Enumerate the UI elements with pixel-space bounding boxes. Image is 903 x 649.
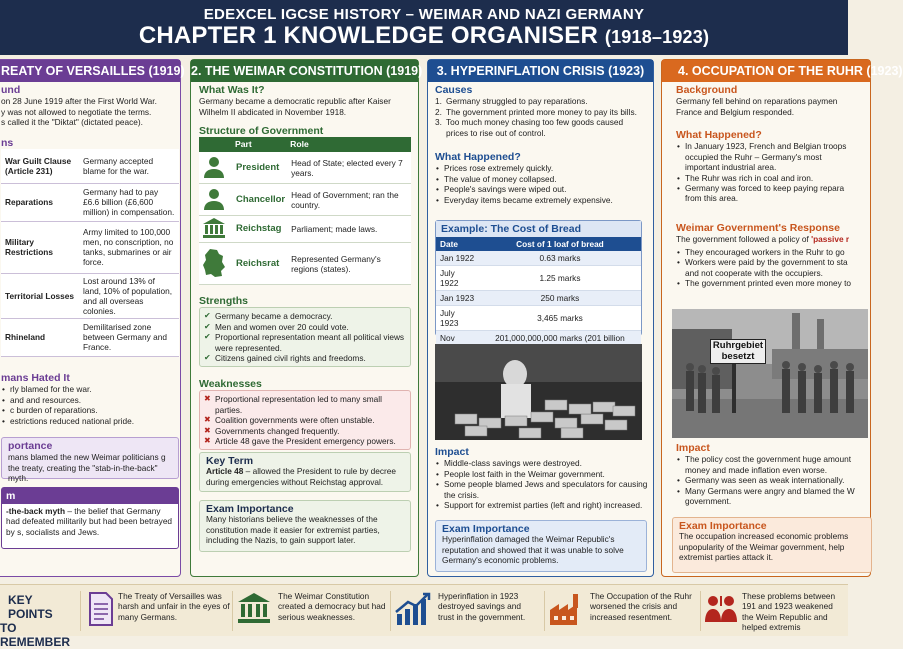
table-header-row [199,137,411,151]
list-item: • People lost faith in the Weimar government. [435,469,650,479]
divider [232,591,233,631]
list-item: ✔ Citizens gained civil rights and freedoms. [204,353,406,363]
list-item: • Middle-class savings were destroyed. [435,458,650,468]
list-item: ✔ Proportional representation meant all political views were represented. [204,332,406,353]
key-point: The Weimar Constitution created a democracy but had serious weaknesses. [278,591,386,622]
term-name: War Guilt Clause (Article 231) [1,149,79,183]
strengths-title: Strengths [199,295,249,307]
weaknesses-section [199,379,411,450]
list-item: • The government printed even more money to [676,278,861,288]
term-desc: Germany had to pay £6.6 billion (£6,600 million) in compensation. [79,183,179,221]
list-item: ✖ Governments changed frequently. [204,426,406,436]
title-text: CHAPTER 1 KNOWLEDGE ORGANISER [138,22,598,49]
exam-title: Exam Importance [206,503,294,515]
key-term-name: Article 48 [206,466,244,477]
cause-text: Too much money chasing too few goods caused prices to rise out of control. [446,117,624,138]
bread-date: July 1922 [436,266,479,291]
constitution-header: 2. THE WEIMAR CONSTITUTION (1919) [191,60,418,82]
table-row [1,273,179,318]
ruhr-header: 4. OCCUPATION OF THE RUHR (1923) [662,60,870,82]
causes-section [435,85,647,138]
cause-text: The government printed more money to pay its bills. [446,106,637,117]
divider [544,591,545,631]
table-row [199,184,411,216]
page-header [0,0,848,55]
versailles-header: REATY OF VERSAILLES (1919) [0,60,180,82]
key-points-line1: KEY POINTS [8,593,53,621]
weaknesses-list [199,390,411,450]
response-title: Weimar Government's Response [676,222,840,234]
response-intro-text: The government followed a policy of [676,234,812,245]
list-item [435,107,647,117]
impact-title: Impact [435,446,469,458]
government-response [676,223,861,288]
key-point: The Treaty of Versailles was harsh and unfair in the eyes of many Germans. [118,591,230,622]
list-item: ✖ Coalition governments were often unstable. [204,415,406,425]
what-text: Germany became a democratic republic after Kaiser Wilhelm II abdicated in November 1918. [199,96,391,117]
bread-table [436,237,641,356]
list-item: • Germany was forced to keep paying repara from this area. [676,183,856,204]
background-line: s called it the "Diktat" (dictated peace). [1,117,143,128]
key-term-definition: – allowed the President to rule by decree during emergencies without Reichstag approval. [206,466,397,487]
happened-list [435,163,647,205]
list-item: • rly blamed for the war. [1,384,179,394]
versailles-importance [1,437,179,484]
ruhr-background [676,85,856,117]
list-item: • Support for extremist parties (left and right) increased. [435,500,650,510]
table-row [199,243,411,285]
table-row [436,291,641,306]
happened-list [676,141,856,203]
list-item: • The value of money collapsed. [435,174,647,184]
why-germans-hated-it [1,373,179,426]
list-item: • People's savings were wiped out. [435,184,647,194]
banknotes-photo [435,344,642,440]
ruhr-background-title: Background [676,84,738,96]
bread-date: July 1923 [436,306,479,331]
col-header-role: Role [288,137,411,151]
part-role: Head of Government; ran the country. [288,184,411,216]
versailles-background [1,85,179,128]
happened-title: What Happened? [435,151,521,163]
impact-list [435,458,650,510]
hyperinflation-what-happened [435,152,647,205]
table-row [1,221,179,273]
key-term-title: Key Term [206,455,254,467]
part-role: Represented Germany's regions (states). [288,243,411,285]
col-header-date: Date [436,237,479,251]
list-item [435,96,647,106]
ruhr-exam-importance [672,517,872,573]
key-points-line [0,593,72,649]
ruhr-sign: Ruhrgebiet besetzt [710,339,766,364]
rising-chart-icon [394,592,432,626]
table-row [199,216,411,243]
table-row [1,149,179,183]
divider [700,591,701,631]
term-name: Reparations [1,183,79,221]
list-item: ✖ Proportional representation led to many small parties. [204,394,406,415]
key-points-title [0,585,72,649]
list-item: ✔ Germany became a democracy. [204,311,406,321]
list-item: • Some people blamed Jews and speculators for causing the crisis. [435,479,650,500]
part-name: President [233,152,288,184]
part-role: Head of State; elected every 7 years. [288,152,411,184]
structure-title: Structure of Government [199,125,324,137]
table-row [436,266,641,291]
table-row [436,306,641,331]
impact-title: Impact [676,442,710,454]
table-header-row [436,237,641,251]
person-icon [199,152,233,184]
bread-cost: 201,000,000,000 marks (201 billion [479,331,641,356]
cause-text: Germany struggled to pay reparations. [446,96,588,107]
list-item: • Prices rose extremely quickly. [435,163,647,173]
hyperinflation-column [427,59,654,577]
key-points-footer [0,584,848,649]
versailles-column [0,59,185,577]
parliament-icon [199,216,233,243]
page-title [0,23,848,50]
hated-list [1,384,179,426]
key-point: The Occupation of the Ruhr worsened the crisis and increased resentment. [590,591,692,622]
background-line: on 28 June 1919 after the First World War. [1,96,157,107]
exam-title: Exam Importance [679,520,767,532]
table-row [1,183,179,221]
list-number: 1. [435,96,442,107]
myth-text [2,504,178,539]
versailles-background-title: und [1,84,21,96]
myth-title: m [2,488,178,504]
col-header-part: Part [233,137,288,151]
term-name: Territorial Losses [1,273,79,318]
term-desc: Germany accepted blame for the war. [79,149,179,183]
part-name: Chancellor [233,184,288,216]
list-item: • Everyday items became extremely expensive. [435,195,647,205]
list-item: • and and resources. [1,395,179,405]
strengths-section [199,296,411,367]
ruhr-background-text: Germany fell behind on reparations paymen France and Belgium responded. [676,96,838,117]
what-title: What Was It? [199,84,265,96]
terms-table [1,149,179,357]
list-number: 3. [435,117,442,128]
constitution-exam-importance [199,500,411,552]
causes-list [435,96,647,138]
hyperinflation-impact [435,447,650,510]
myth-definition: – the belief that Germany had defeated militarily but had been betrayed by s, socialists and Jews. [6,506,173,537]
ruhr-impact [676,443,861,506]
factory-icon [549,592,585,626]
constitution-column [190,59,423,577]
list-item: • They encouraged workers in the Ruhr to go [676,247,861,257]
bread-cost: 3,465 marks [479,306,641,331]
table-row [199,152,411,184]
exam-title: Exam Importance [442,523,530,535]
part-role: Parliament; made laws. [288,216,411,243]
table-row [436,251,641,266]
versailles-terms [1,138,179,357]
strengths-list [199,307,411,367]
ruhr-what-happened [676,130,856,204]
causes-title: Causes [435,84,473,96]
person-icon [199,184,233,216]
exam-text: Hyperinflation damaged the Weimar Republic's reputation and showed that it was unable to solve Germany's economic problems. [442,534,624,566]
term-desc: Demilitarised zone between Germany and France. [79,318,179,356]
col-header-cost: Cost of 1 loaf of bread [479,237,641,251]
background-line: y was not allowed to negotiate the terms. [1,106,152,117]
key-point: These problems between 191 and 1923 weakened the Weim Republic and helped extremis [742,591,836,633]
list-item: • Germany was seen as weak internationally. [676,475,861,485]
hyperinflation-header: 3. HYPERINFLATION CRISIS (1923) [428,60,653,82]
header-subtitle: EDEXCEL IGCSE HISTORY – WEIMAR AND NAZI GERMANY [203,6,645,23]
term-desc: Lost around 13% of land, 10% of population, and all overseas colonies. [79,273,179,318]
part-name: Reichsrat [233,243,288,285]
hyperinflation-exam-importance [435,520,647,572]
key-point: Hyperinflation in 1923 destroyed savings and trust in the government. [438,591,526,622]
constitution-what [199,85,411,117]
list-item: • The Ruhr was rich in coal and iron. [676,173,856,183]
example-title: Example: The Cost of Bread [436,221,641,237]
people-icon [704,592,738,626]
document-icon [88,592,114,626]
impact-list [676,454,861,506]
key-term-box [199,452,411,492]
term-name: Military Restrictions [1,221,79,273]
ruhr-occupation-photo [672,309,868,438]
bread-example [435,220,642,343]
importance-text: mans blamed the new Weimar politicians g the treaty, creating the "stab-in-the-back" myth. [8,452,166,484]
table-row [1,318,179,356]
bread-date: Jan 1923 [436,291,479,306]
list-item [435,117,647,138]
bread-cost: 0.63 marks [479,251,641,266]
terms-title: ns [1,137,14,149]
passive-resistance-term: 'passive r [811,234,850,245]
bread-date: Jan 1922 [436,251,479,266]
bread-cost: 250 marks [479,291,641,306]
bread-date: Nov [436,331,479,356]
exam-text: The occupation increased economic problems unpopularity of the Weimar government, help extremist parties attack it. [679,531,849,563]
divider [80,591,81,631]
title-years: (1918–1923) [604,27,710,47]
importance-title: portance [8,440,53,452]
term-desc: Army limited to 100,000 men, no conscription, no tanks, submarines or air force. [79,221,179,273]
weaknesses-title: Weaknesses [199,378,262,390]
exam-text: Many historians believe the weaknesses of the constitution made it easier for extremist parties, including the Nazis, to gain support later. [206,514,380,546]
list-item: ✖ Article 48 gave the President emergency powers. [204,436,406,446]
list-item: • Many Germans were angry and blamed the W government. [676,486,861,507]
key-points-line2: TO REMEMBER [0,621,71,649]
response-intro [676,234,861,244]
list-item: • estrictions reduced national pride. [1,416,179,426]
myth-box [1,487,179,549]
list-item: ✔ Men and women over 20 could vote. [204,322,406,332]
government-table [199,137,411,285]
bread-cost: 1.25 marks [479,266,641,291]
list-item: • c burden of reparations. [1,405,179,415]
divider [390,591,391,631]
ruhr-column [661,59,903,577]
happened-title: What Happened? [676,129,762,141]
government-structure [199,126,411,285]
parliament-icon [236,592,272,626]
list-number: 2. [435,106,442,117]
list-item: • Workers were paid by the government to sta and not cooperate with the occupiers. [676,257,861,278]
response-list [676,247,861,289]
hated-title: mans Hated It [1,372,70,384]
term-name: Rhineland [1,318,79,356]
myth-term: -the-back myth [6,506,66,516]
list-item: • The policy cost the government huge amount money and made inflation even worse. [676,454,861,475]
part-name: Reichstag [233,216,288,243]
key-term-text [206,466,404,487]
list-item: • In January 1923, French and Belgian troops occupied the Ruhr – Germany's most important industrial area. [676,141,856,172]
germany-map-icon [199,243,233,285]
